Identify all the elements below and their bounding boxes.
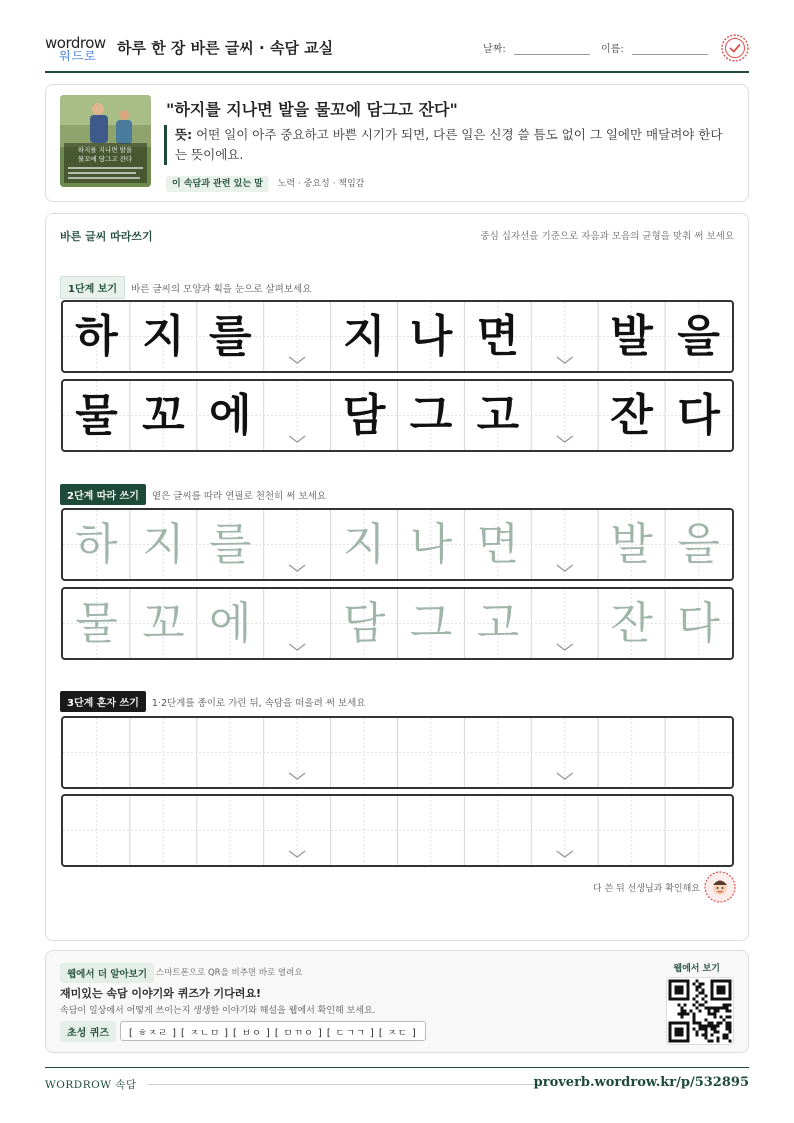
proverb-card (45, 84, 749, 202)
char-set (63, 589, 732, 658)
footer-brand: WORDROW 속담 (45, 1079, 137, 1091)
practice-char: 고 (476, 598, 520, 649)
step2-label: 2단계 따라 쓰기 (60, 484, 146, 505)
practice-char: 를 (209, 311, 252, 362)
practice-char: 발 (610, 519, 653, 570)
step1-header (60, 276, 311, 299)
meaning-text: 어떤 일이 아주 중요하고 바쁜 시기가 되면, 다른 일은 신경 쓸 틈도 없이 그 일에만 매달려야 한다는 뜻이에요. (175, 127, 723, 162)
practice-char (531, 510, 598, 579)
proverb-title: "하지를 지나면 발을 물꼬에 담그고 잔다" (166, 100, 458, 119)
guide-grid (63, 718, 732, 787)
learn-more-section (45, 950, 749, 1053)
practice-char: 지 (342, 519, 386, 570)
practice-char: 에 (209, 598, 252, 649)
practice-char: 를 (209, 519, 252, 570)
practice-hint: 중심 십자선을 기준으로 자음과 모음의 균형을 맞춰 써 보세요 (480, 231, 734, 242)
page-header (45, 28, 749, 72)
practice-char (264, 589, 331, 658)
practice-title: 바른 글씨 따라쓰기 (60, 230, 153, 243)
name-field[interactable] (601, 40, 708, 55)
related-list: 노력 · 중요성 · 책임감 (277, 179, 365, 189)
practice-char (531, 381, 598, 450)
step3-label: 3단계 혼자 쓰기 (60, 691, 146, 712)
footer-divider (45, 1067, 749, 1068)
practice-char: 꼬 (142, 598, 185, 649)
practice-char: 하 (75, 519, 118, 570)
logo-wordmark: wordrow (45, 34, 106, 52)
qr-code-icon (667, 978, 733, 1044)
writing-row (61, 379, 734, 452)
practice-char: 지 (342, 311, 386, 362)
writing-row (61, 300, 734, 373)
practice-char: 담 (342, 390, 386, 441)
practice-char: 에 (209, 390, 252, 441)
practice-char: 을 (677, 311, 720, 362)
practice-char: 하 (75, 311, 118, 362)
farm-scene-image (60, 95, 151, 187)
step1-label: 1단계 보기 (60, 276, 125, 299)
learn-more-sub: 스마트폰으로 QR을 비추면 바로 열려요 (156, 968, 303, 978)
practice-char: 지 (142, 311, 185, 362)
footer-line (148, 1084, 538, 1085)
qr-code[interactable] (666, 977, 734, 1045)
wordrow-logo[interactable] (45, 34, 107, 62)
practice-char: 그 (409, 390, 453, 441)
footer-url-link[interactable]: proverb.wordrow.kr/p/532895 (533, 1075, 749, 1090)
practice-char: 나 (409, 311, 453, 362)
meaning-label: 뜻: (175, 127, 193, 142)
related-tag: 이 속담과 관련 있는 말 (166, 176, 269, 192)
thumb-caption-1: 하지를 지나면 발을 (77, 146, 133, 154)
date-line (514, 45, 590, 55)
related-words (166, 176, 364, 189)
practice-char: 면 (476, 311, 520, 362)
practice-char: 꼬 (142, 390, 185, 441)
practice-char: 면 (476, 519, 520, 570)
practice-char (264, 381, 331, 450)
practice-char: 물 (75, 598, 118, 649)
proverb-illustration (60, 95, 151, 187)
step2-desc: 옅은 글씨를 따라 연필로 천천히 써 보세요 (151, 491, 327, 502)
proverb-meaning (164, 125, 734, 165)
practice-char: 그 (409, 598, 453, 649)
blank-writing-row[interactable] (61, 716, 734, 789)
learn-more-desc: 속담이 일상에서 어떻게 쓰이는지 생생한 이야기와 해설을 웹에서 확인해 보세요. (60, 1006, 376, 1016)
web-view-label: 웹에서 보기 (673, 964, 720, 974)
quiz-label: 초성 퀴즈 (60, 1021, 116, 1042)
practice-char: 잔 (610, 390, 653, 441)
practice-char: 담 (342, 598, 386, 649)
blank-writing-row[interactable] (61, 794, 734, 867)
date-label: 날짜: (483, 44, 506, 55)
practice-char: 고 (476, 390, 520, 441)
practice-char: 다 (677, 598, 720, 649)
practice-char (531, 589, 598, 658)
confirm-text: 다 쓴 뒤 선생님과 확인해요 (592, 884, 700, 894)
step1-desc: 바른 글씨의 모양과 획을 눈으로 살펴보세요 (131, 284, 312, 295)
header-divider (45, 71, 749, 73)
tracing-row[interactable] (61, 587, 734, 660)
practice-char (264, 302, 331, 371)
practice-char: 지 (142, 519, 185, 570)
practice-char: 잔 (610, 598, 653, 649)
name-line (632, 45, 708, 55)
practice-char (531, 302, 598, 371)
page-title: 하루 한 장 바른 글씨 · 속담 교실 (117, 39, 334, 57)
char-set (63, 302, 732, 371)
logo-korean: 워드로 (59, 49, 97, 63)
good-job-stamp-icon (704, 871, 736, 903)
step3-header (60, 691, 366, 712)
tracing-row[interactable] (61, 508, 734, 581)
check-badge-icon (721, 34, 749, 62)
practice-char: 을 (677, 519, 720, 570)
char-set (63, 510, 732, 579)
practice-char: 다 (677, 390, 720, 441)
practice-char: 발 (610, 311, 653, 362)
practice-panel (45, 213, 749, 941)
step2-header (60, 484, 326, 505)
practice-char: 물 (75, 390, 118, 441)
name-label: 이름: (601, 44, 624, 55)
practice-char (264, 510, 331, 579)
practice-char: 나 (409, 519, 453, 570)
guide-grid (63, 796, 732, 865)
date-field[interactable] (483, 40, 590, 55)
thumb-caption-2: 물꼬에 담그고 잔다 (77, 155, 133, 163)
char-set (63, 381, 732, 450)
learn-more-headline: 재미있는 속담 이야기와 퀴즈가 기다려요! (60, 987, 261, 1000)
chosung-quiz: [ ㅎㅈㄹ ] [ ㅈㄴㅁ ] [ ㅂㅇ ] [ ㅁㄲㅇ ] [ ㄷㄱㄱ ] [ ㅈㄷ ] (120, 1021, 426, 1041)
step3-desc: 1·2단계를 종이로 가린 뒤, 속담을 떠올려 써 보세요 (151, 698, 366, 709)
learn-more-tag: 웹에서 더 알아보기 (60, 963, 154, 983)
